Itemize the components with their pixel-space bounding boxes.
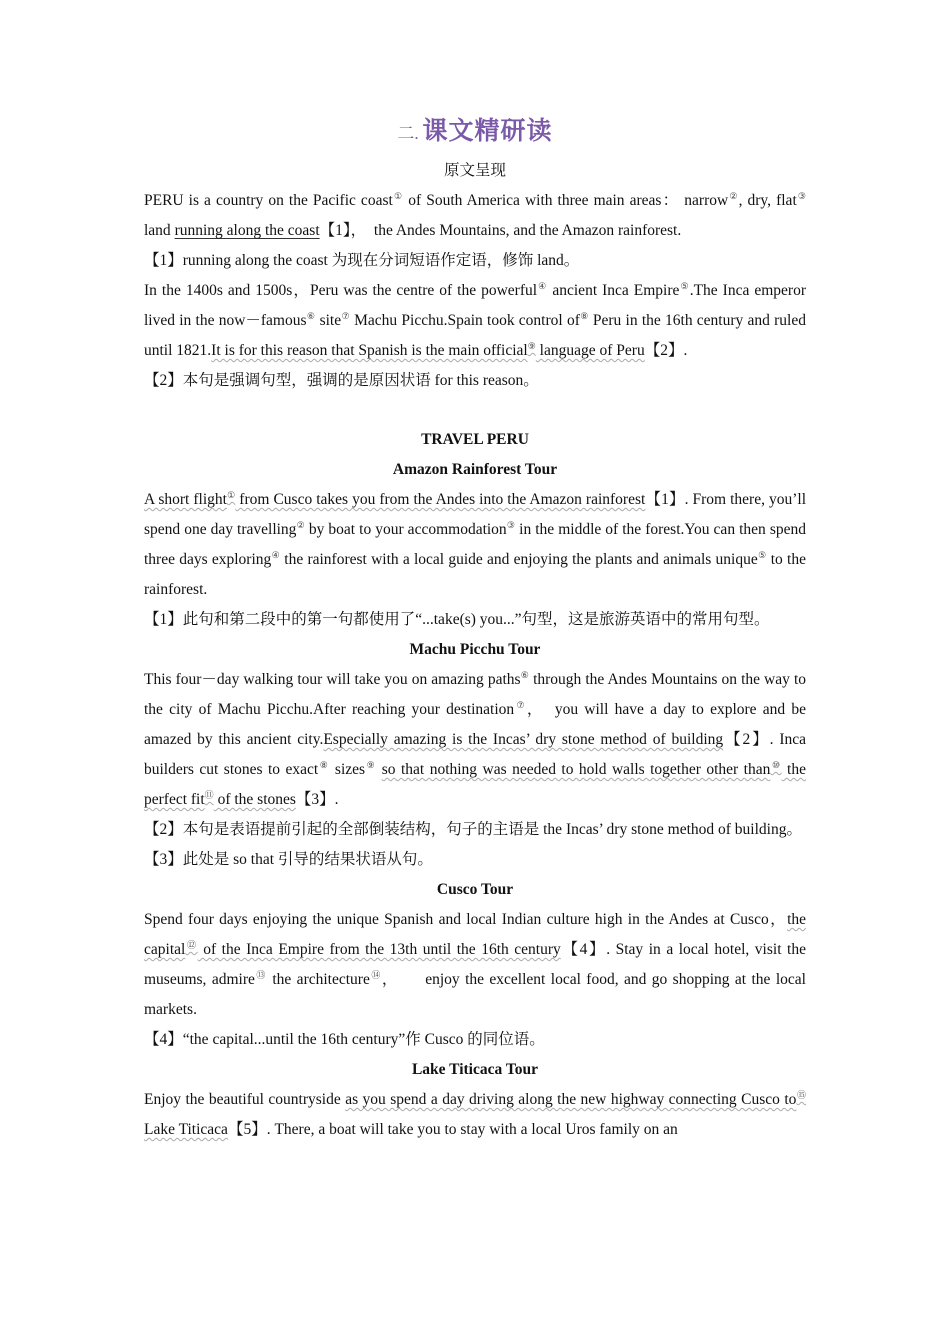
annotation-marker: ⑭ xyxy=(369,970,382,980)
text-run: This four－day walking tour will take you on amazing paths xyxy=(144,671,521,688)
annotation-marker: ④ xyxy=(271,550,281,560)
text-run: It is for this reason that Spanish is the main official xyxy=(211,342,528,359)
travel-title: TRAVEL PERU xyxy=(421,431,529,448)
annotation-marker: ⑮ xyxy=(796,1090,806,1100)
text-run: the perfect fit xyxy=(144,761,806,808)
annotation-marker: ⑧ xyxy=(579,311,589,321)
text-run: sizes xyxy=(329,761,366,778)
text-run: 【4】. Stay in a local hotel, visit the museums, admire xyxy=(144,941,806,988)
text-run: site xyxy=(315,312,342,329)
text-run: 【2】. xyxy=(644,342,688,359)
text-run: by boat to your accommodation xyxy=(304,521,507,538)
text-run: .The Inca emperor lived in the now－famous xyxy=(144,282,806,329)
text-run: 【1】. From there, you’ll spend one day travelling xyxy=(144,491,807,538)
machu-note-3: 【3】此处是 so that 引导的结果状语从句。 xyxy=(144,851,433,868)
annotation-marker: ② xyxy=(296,520,305,530)
annotation-marker: ① xyxy=(226,490,236,500)
text-run: A short flight xyxy=(144,491,227,508)
text-run: 【2】. Inca builders cut stones to exact xyxy=(144,731,806,778)
section-title: 课文精研读 xyxy=(422,118,553,145)
cusco-note: 【4】“the capital...until the 16th century”作 Cusco 的同位语。 xyxy=(144,1031,545,1048)
peru-note-2: 【2】本句是强调句型，强调的是原因状语 for this reason。 xyxy=(144,372,539,389)
text-run: PERU is a country on the Pacific coast xyxy=(144,192,393,209)
text-run: of the Inca Empire from the 13th until the 16th century xyxy=(197,941,561,958)
annotation-marker: ⑦ xyxy=(341,311,350,321)
annotation-marker: ④ xyxy=(537,281,548,291)
annotation-marker: ⑥ xyxy=(306,311,316,321)
annotation-marker: ⑫ xyxy=(185,940,198,950)
text-run: so that nothing was needed to hold walls together other than xyxy=(381,761,771,778)
text-run: ， enjoy the excellent local food, and go shopping at the local markets. xyxy=(144,971,806,1018)
text-run: 【1】， the Andes Mountains, and the Amazon rainforest. xyxy=(319,222,682,239)
section-number: 二. xyxy=(397,124,419,143)
titicaca-paragraph xyxy=(144,1085,806,1145)
text-run: Spend four days enjoying the unique Spanish and local Indian culture high in the Andes at Cusco， xyxy=(144,911,788,928)
text-run: in the middle of the forest.You can then spend three days exploring xyxy=(144,521,806,568)
amazon-paragraph xyxy=(144,485,806,605)
subtitle: 原文呈现 xyxy=(443,162,506,179)
annotation-marker: ⑥ xyxy=(520,670,530,680)
text-run: from Cusco takes you from the Andes into the Amazon rainforest xyxy=(235,491,646,508)
text-run: Lake Titicaca xyxy=(144,1121,228,1138)
annotation-marker: ⑩ xyxy=(770,760,782,770)
text-run: 【3】. xyxy=(295,791,339,808)
annotation-marker: ⑦ xyxy=(514,700,527,710)
text-run: In the 1400s and 1500s，Peru was the centre of the powerful xyxy=(144,282,538,299)
text-run: the architecture xyxy=(266,971,370,988)
text-run: running along the coast xyxy=(174,222,320,239)
text-run: language of Peru xyxy=(535,342,645,359)
machu-paragraph xyxy=(144,665,806,815)
text-run: 【5】. There, a boat will take you to stay with a local Uros family on an xyxy=(227,1121,678,1138)
annotation-marker: ⑧ xyxy=(318,760,330,770)
text-run: the rainforest with a local guide and enjoying the plants and animals unique xyxy=(280,551,758,568)
annotation-marker: ⑨ xyxy=(527,341,536,351)
text-run: as you spend a day driving along the new highway connecting Cusco to xyxy=(345,1091,797,1108)
titicaca-heading: Lake Titicaca Tour xyxy=(411,1061,539,1078)
text-run: of the stones xyxy=(213,791,296,808)
section-heading xyxy=(144,110,806,154)
amazon-heading: Amazon Rainforest Tour xyxy=(392,461,558,478)
text-run: the capital xyxy=(144,911,806,958)
peru-paragraph-1 xyxy=(144,186,806,246)
text-run: through the Andes Mountains on the way to the city of Machu Picchu.After reaching your destination xyxy=(144,671,806,718)
annotation-marker: ③ xyxy=(506,520,516,530)
annotation-marker: ⑪ xyxy=(204,790,214,800)
machu-note-2: 【2】本句是表语提前引起的全部倒装结构，句子的主语是 the Incas’ dry stone method of building。 xyxy=(144,821,802,838)
annotation-marker: ⑨ xyxy=(365,760,377,770)
annotation-marker: ① xyxy=(392,191,404,201)
machu-heading: Machu Picchu Tour xyxy=(409,641,541,658)
text-run: Especially amazing is the Incas’ dry stone method of building xyxy=(323,731,724,748)
text-run: ， you will have a day to explore and be amazed by this ancient city. xyxy=(144,701,806,748)
annotation-marker: ⑤ xyxy=(679,281,690,291)
cusco-paragraph xyxy=(144,905,806,1025)
document-body xyxy=(144,110,806,1145)
peru-paragraph-2 xyxy=(144,276,806,366)
text-run: of South America with three main areas： narrow xyxy=(403,192,729,209)
amazon-note: 【1】此句和第二段中的第一句都使用了“...take(s) you...”句型，这是旅游英语中的常用句型。 xyxy=(144,611,770,628)
text-run: , dry, flat xyxy=(738,192,797,209)
text-run: Peru in the 16th century and ruled until 1821. xyxy=(144,312,806,359)
peru-note-1: 【1】running along the coast 为现在分词短语作定语，修饰 land。 xyxy=(144,252,580,269)
text-run: to the rainforest. xyxy=(144,551,806,598)
text-run: Enjoy the beautiful countryside xyxy=(144,1091,346,1108)
text-run: land xyxy=(144,222,175,239)
cusco-heading: Cusco Tour xyxy=(436,881,514,898)
annotation-marker: ② xyxy=(728,191,739,201)
text-run: ancient Inca Empire xyxy=(547,282,680,299)
text-run: Machu Picchu.Spain took control of xyxy=(349,312,580,329)
annotation-marker: ⑤ xyxy=(757,550,767,560)
annotation-marker: ⑬ xyxy=(254,970,267,980)
annotation-marker: ③ xyxy=(796,191,806,201)
